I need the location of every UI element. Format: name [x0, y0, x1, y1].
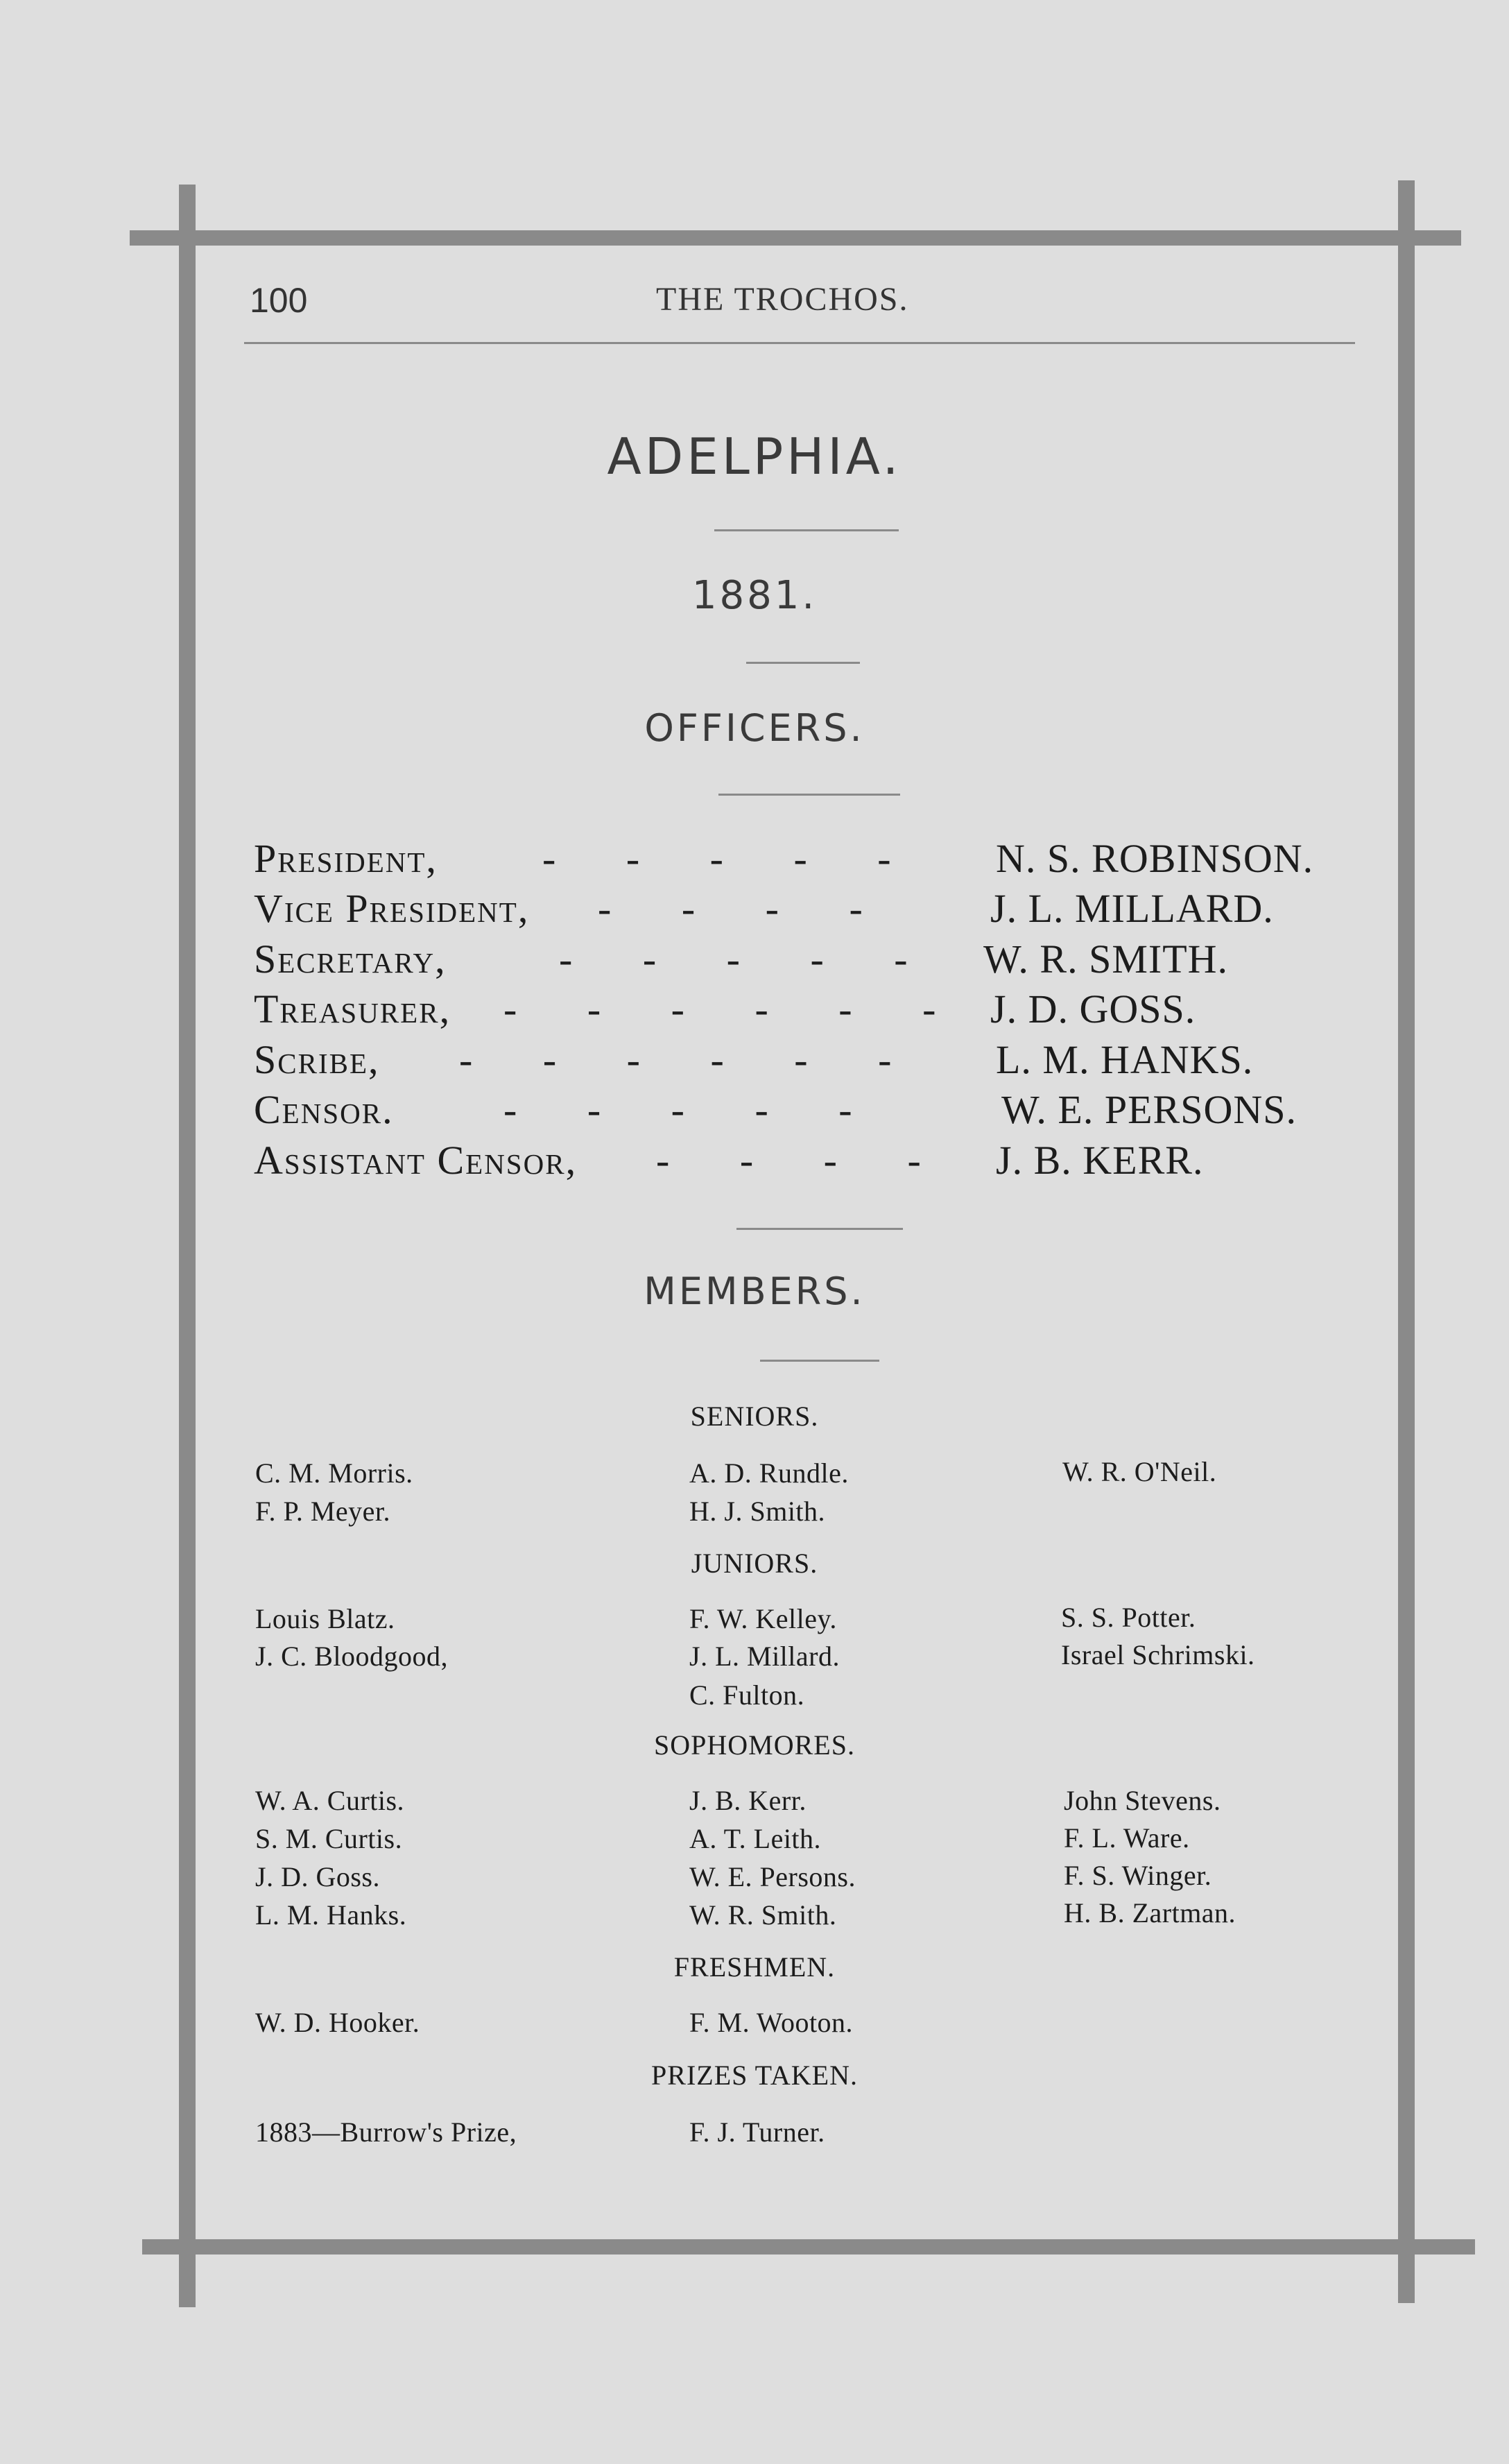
freshmen-heading: FRESHMEN.	[673, 1951, 836, 1983]
officer-name: W. E. PERSONS.	[1001, 1087, 1297, 1132]
member-name: J. C. Bloodgood,	[255, 1641, 449, 1672]
member-name: J. L. Millard.	[689, 1641, 840, 1672]
year: 1881.	[691, 573, 818, 618]
officers-heading: OFFICERS.	[644, 706, 865, 750]
officer-name: N. S. ROBINSON.	[996, 836, 1314, 881]
prizes-heading: PRIZES TAKEN.	[651, 2060, 858, 2091]
page-title: ADELPHIA.	[607, 427, 902, 486]
juniors-heading: JUNIORS.	[691, 1548, 818, 1579]
officer-dashes: - - - -	[656, 1138, 921, 1183]
page-number: 100	[250, 281, 308, 320]
officer-dashes: - - - - -	[542, 836, 891, 881]
running-title: THE TROCHOS.	[656, 281, 909, 318]
officer-title: Censor.	[254, 1087, 394, 1132]
member-name: J. B. Kerr.	[689, 1785, 807, 1816]
member-name: W. A. Curtis.	[255, 1785, 405, 1816]
member-name: F. M. Wooton.	[689, 2007, 854, 2038]
officer-dashes: - - - - -	[503, 1087, 852, 1132]
officer-title: Scribe,	[254, 1037, 380, 1082]
divider	[718, 794, 900, 796]
officer-title: Assistant Censor,	[254, 1138, 578, 1183]
member-name: L. M. Hanks.	[255, 1899, 407, 1931]
prize-winner: F. J. Turner.	[689, 2116, 825, 2148]
member-name: H. J. Smith.	[689, 1496, 826, 1527]
member-name: W. D. Hooker.	[255, 2007, 420, 2038]
sophomores-heading: SOPHOMORES.	[654, 1729, 855, 1761]
officer-dashes: - - - -	[598, 886, 863, 931]
border-right	[1398, 180, 1415, 2303]
member-name: H. B. Zartman.	[1064, 1897, 1236, 1928]
officer-dashes: - - - - - -	[503, 986, 936, 1032]
divider	[736, 1228, 903, 1230]
divider	[760, 1360, 879, 1362]
border-bottom	[142, 2239, 1475, 2255]
prize-label: 1883—Burrow's Prize,	[255, 2116, 517, 2148]
officer-name: J. D. GOSS.	[990, 986, 1196, 1032]
member-name: A. D. Rundle.	[689, 1457, 849, 1489]
member-name: F. S. Winger.	[1064, 1860, 1212, 1891]
member-name: C. M. Morris.	[255, 1457, 413, 1489]
seniors-heading: SENIORS.	[690, 1401, 819, 1432]
member-name: W. E. Persons.	[689, 1861, 856, 1892]
divider	[714, 529, 899, 531]
member-name: J. D. Goss.	[255, 1861, 380, 1892]
member-name: Israel Schrimski.	[1061, 1639, 1255, 1670]
officer-title: Secretary,	[254, 936, 447, 982]
member-name: F. L. Ware.	[1064, 1822, 1190, 1854]
border-left	[179, 185, 196, 2307]
officer-dashes: - - - - -	[559, 936, 908, 982]
officer-name: L. M. HANKS.	[996, 1037, 1254, 1082]
member-name: F. W. Kelley.	[689, 1603, 837, 1634]
member-name: C. Fulton.	[689, 1679, 805, 1711]
officer-name: J. L. MILLARD.	[990, 886, 1274, 931]
member-name: W. R. O'Neil.	[1062, 1456, 1217, 1487]
member-name: S. S. Potter.	[1061, 1602, 1196, 1633]
officer-name: W. R. SMITH.	[983, 936, 1229, 982]
officer-name: J. B. KERR.	[996, 1138, 1204, 1183]
members-heading: MEMBERS.	[644, 1269, 865, 1313]
officer-title: Vice President,	[254, 886, 530, 931]
officer-dashes: - - - - - -	[459, 1037, 892, 1082]
member-name: A. T. Leith.	[689, 1823, 822, 1854]
officer-title: Treasurer,	[254, 986, 451, 1032]
officer-title: President,	[254, 836, 438, 881]
header-rule	[244, 342, 1355, 344]
border-top	[130, 230, 1461, 246]
member-name: Louis Blatz.	[255, 1603, 395, 1634]
member-name: John Stevens.	[1064, 1785, 1221, 1816]
member-name: W. R. Smith.	[689, 1899, 837, 1931]
member-name: S. M. Curtis.	[255, 1823, 403, 1854]
member-name: F. P. Meyer.	[255, 1496, 391, 1527]
divider	[746, 662, 860, 664]
